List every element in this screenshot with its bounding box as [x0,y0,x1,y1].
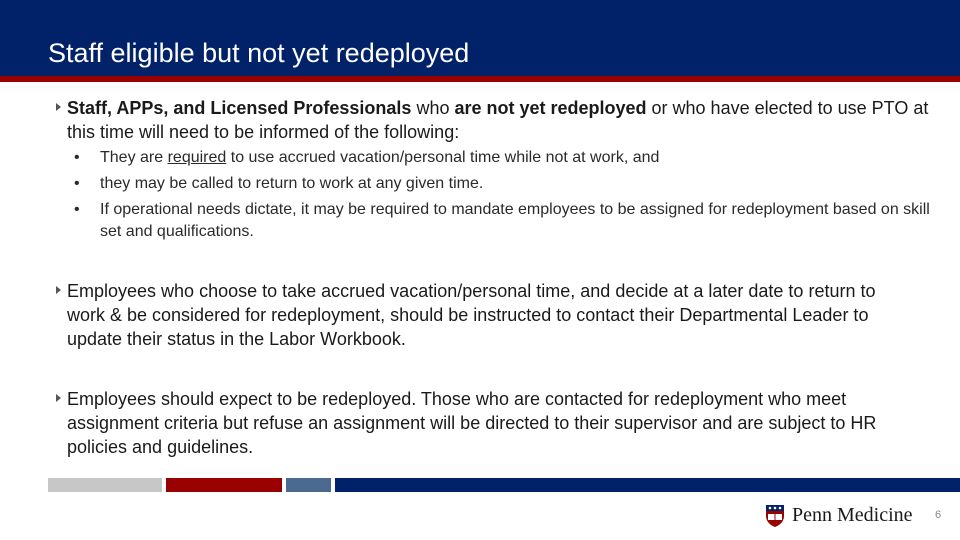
bullet-bold-staff: Staff, APPs, and Licensed Professionals [67,98,412,118]
footer-bar-blue [286,478,331,492]
logo-text: Penn Medicine [792,504,913,526]
bullet-accrued-time [56,279,906,353]
bullet-text: Employees should expect to be redeployed. Those who are contacted for redeployment who meet assignment criteria but refuse an assignment will be directed to their supervisor and are subject to HR policies and guidelines. [67,389,877,457]
bullet-text: Employees who choose to take accrued vacation/personal time, and decide at a later date to return to work & be considered for redeployment, should be instructed to contact their Departmental Leader to update their status in the Labor Workbook. [67,281,876,349]
bullet-text-who: who [411,98,455,118]
title-rule [0,76,960,82]
footer-bar-red [166,478,282,492]
bullet-dot-icon: • [74,201,80,218]
subbullet-text: they may be called to return to work at any given time. [100,175,484,192]
bullet-arrow-icon [56,394,61,402]
subbullet-called-back [74,173,934,195]
subbullet-text-pre: They are [100,149,168,166]
bullet-staff-not-redeployed [56,96,936,146]
bullet-arrow-icon [56,103,61,111]
bullet-expect-redeployment [56,387,906,461]
bullet-text-rest: or who have elected to use PTO at this time will need to be informed of the following: [67,98,929,142]
subbullet-mandate [74,199,934,243]
bullet-dot-icon: • [74,175,80,192]
bullet-dot-icon: • [74,149,80,166]
slide-title: Staff eligible but not yet redeployed [48,38,470,68]
subbullet-underlined: required [167,149,227,166]
footer-bar-navy [335,478,960,492]
footer-bar-gray [48,478,162,492]
subbullet-text-post: to use accrued vacation/personal time while not at work, and [226,149,660,166]
page-number: 6 [935,509,942,521]
bullet-text [67,96,937,144]
bullet-arrow-icon [56,286,61,294]
bullet-bold-not-redeployed: are not yet redeployed [454,98,647,118]
subbullet-text [100,147,659,169]
title-banner [0,0,960,76]
penn-shield-icon [765,504,785,528]
subbullet-required [74,147,934,169]
subbullet-text: If operational needs dictate, it may be required to mandate employees to be assigned for redeployment based on skill set and qualifications. [100,201,930,240]
penn-medicine-logo [765,503,925,529]
